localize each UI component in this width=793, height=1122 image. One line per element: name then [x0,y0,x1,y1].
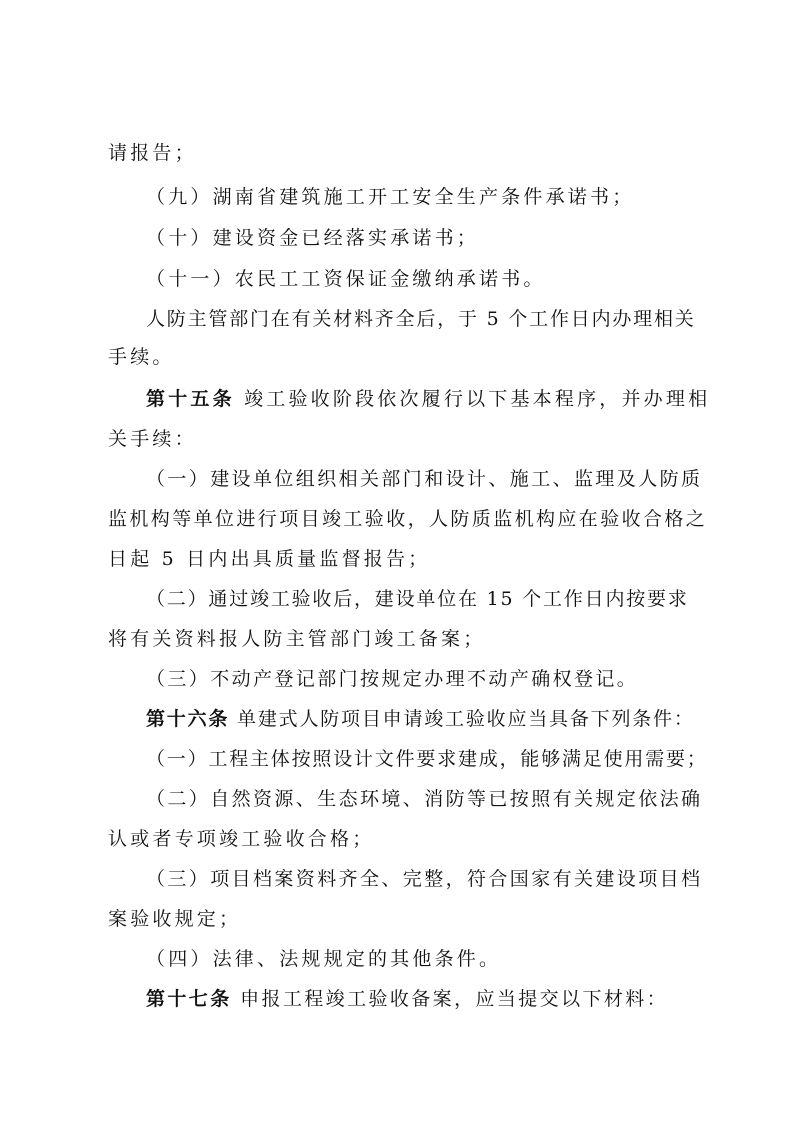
text: 竣工验收阶段依次履行以下基本程序，并办理相 [244,388,711,410]
article-heading: 第十七条 [146,988,232,1010]
text: （一）建设单位组织相关部门和设计、施工、监理及人防质 [146,468,703,490]
list-item [146,466,702,492]
text: 请报告； [108,142,197,164]
article-16 [146,706,695,732]
text: （三）不动产登记部门按规定办理不动产确权登记。 [146,668,639,690]
text: 关手续： [108,428,197,450]
text: 案验收规定； [108,908,242,930]
article-heading: 第十五条 [146,388,235,410]
paragraph-line [108,344,175,370]
text: 日起 5 日内出具质量监督报告； [108,548,431,570]
text: （一）工程主体按照设计文件要求建成，能够满足使用需要； [146,748,708,770]
list-item [146,746,708,772]
article-15 [146,386,710,412]
list-item [146,266,546,292]
paragraph-line [108,140,197,166]
list-item [146,786,702,812]
paragraph-line [108,506,707,532]
list-item [146,946,501,972]
text: 监机构等单位进行项目竣工验收，人防质监机构应在验收合格之 [108,508,708,530]
text: 申报工程竣工验收备案，应当提交以下材料： [240,988,669,1010]
text: 人防主管部门在有关材料齐全后，于 5 个工作日内办理相关 [146,308,696,330]
article-17 [146,986,668,1012]
list-item [146,586,689,612]
text: （四）法律、法规规定的其他条件。 [146,948,502,970]
text: （二）通过竣工验收后，建设单位在 15 个工作日内按要求 [146,588,689,610]
text: （二）自然资源、生态环境、消防等已按照有关规定依法确 [146,788,703,810]
paragraph-line [108,546,430,572]
list-item [146,666,638,692]
text: （三）项目档案资料齐全、完整，符合国家有关建设项目档 [146,868,703,890]
paragraph-line [146,306,696,332]
text: （九）湖南省建筑施工开工安全生产条件承诺书； [146,186,635,208]
text: 手续。 [108,346,175,368]
text: 认或者专项竣工验收合格； [108,828,375,850]
list-item [146,184,634,210]
list-item [146,225,479,251]
text: （十）建设资金已经落实承诺书； [146,227,480,249]
paragraph-line [108,906,241,932]
paragraph-line [108,826,374,852]
text: （十一）农民工工资保证金缴纳承诺书。 [146,268,546,290]
article-heading: 第十六条 [146,708,230,730]
list-item [146,866,702,892]
paragraph-line [108,426,197,452]
text: 单建式人防项目申请竣工验收应当具备下列条件： [237,708,695,730]
text: 将有关资料报人防主管部门竣工备案； [108,628,486,650]
paragraph-line [108,626,485,652]
